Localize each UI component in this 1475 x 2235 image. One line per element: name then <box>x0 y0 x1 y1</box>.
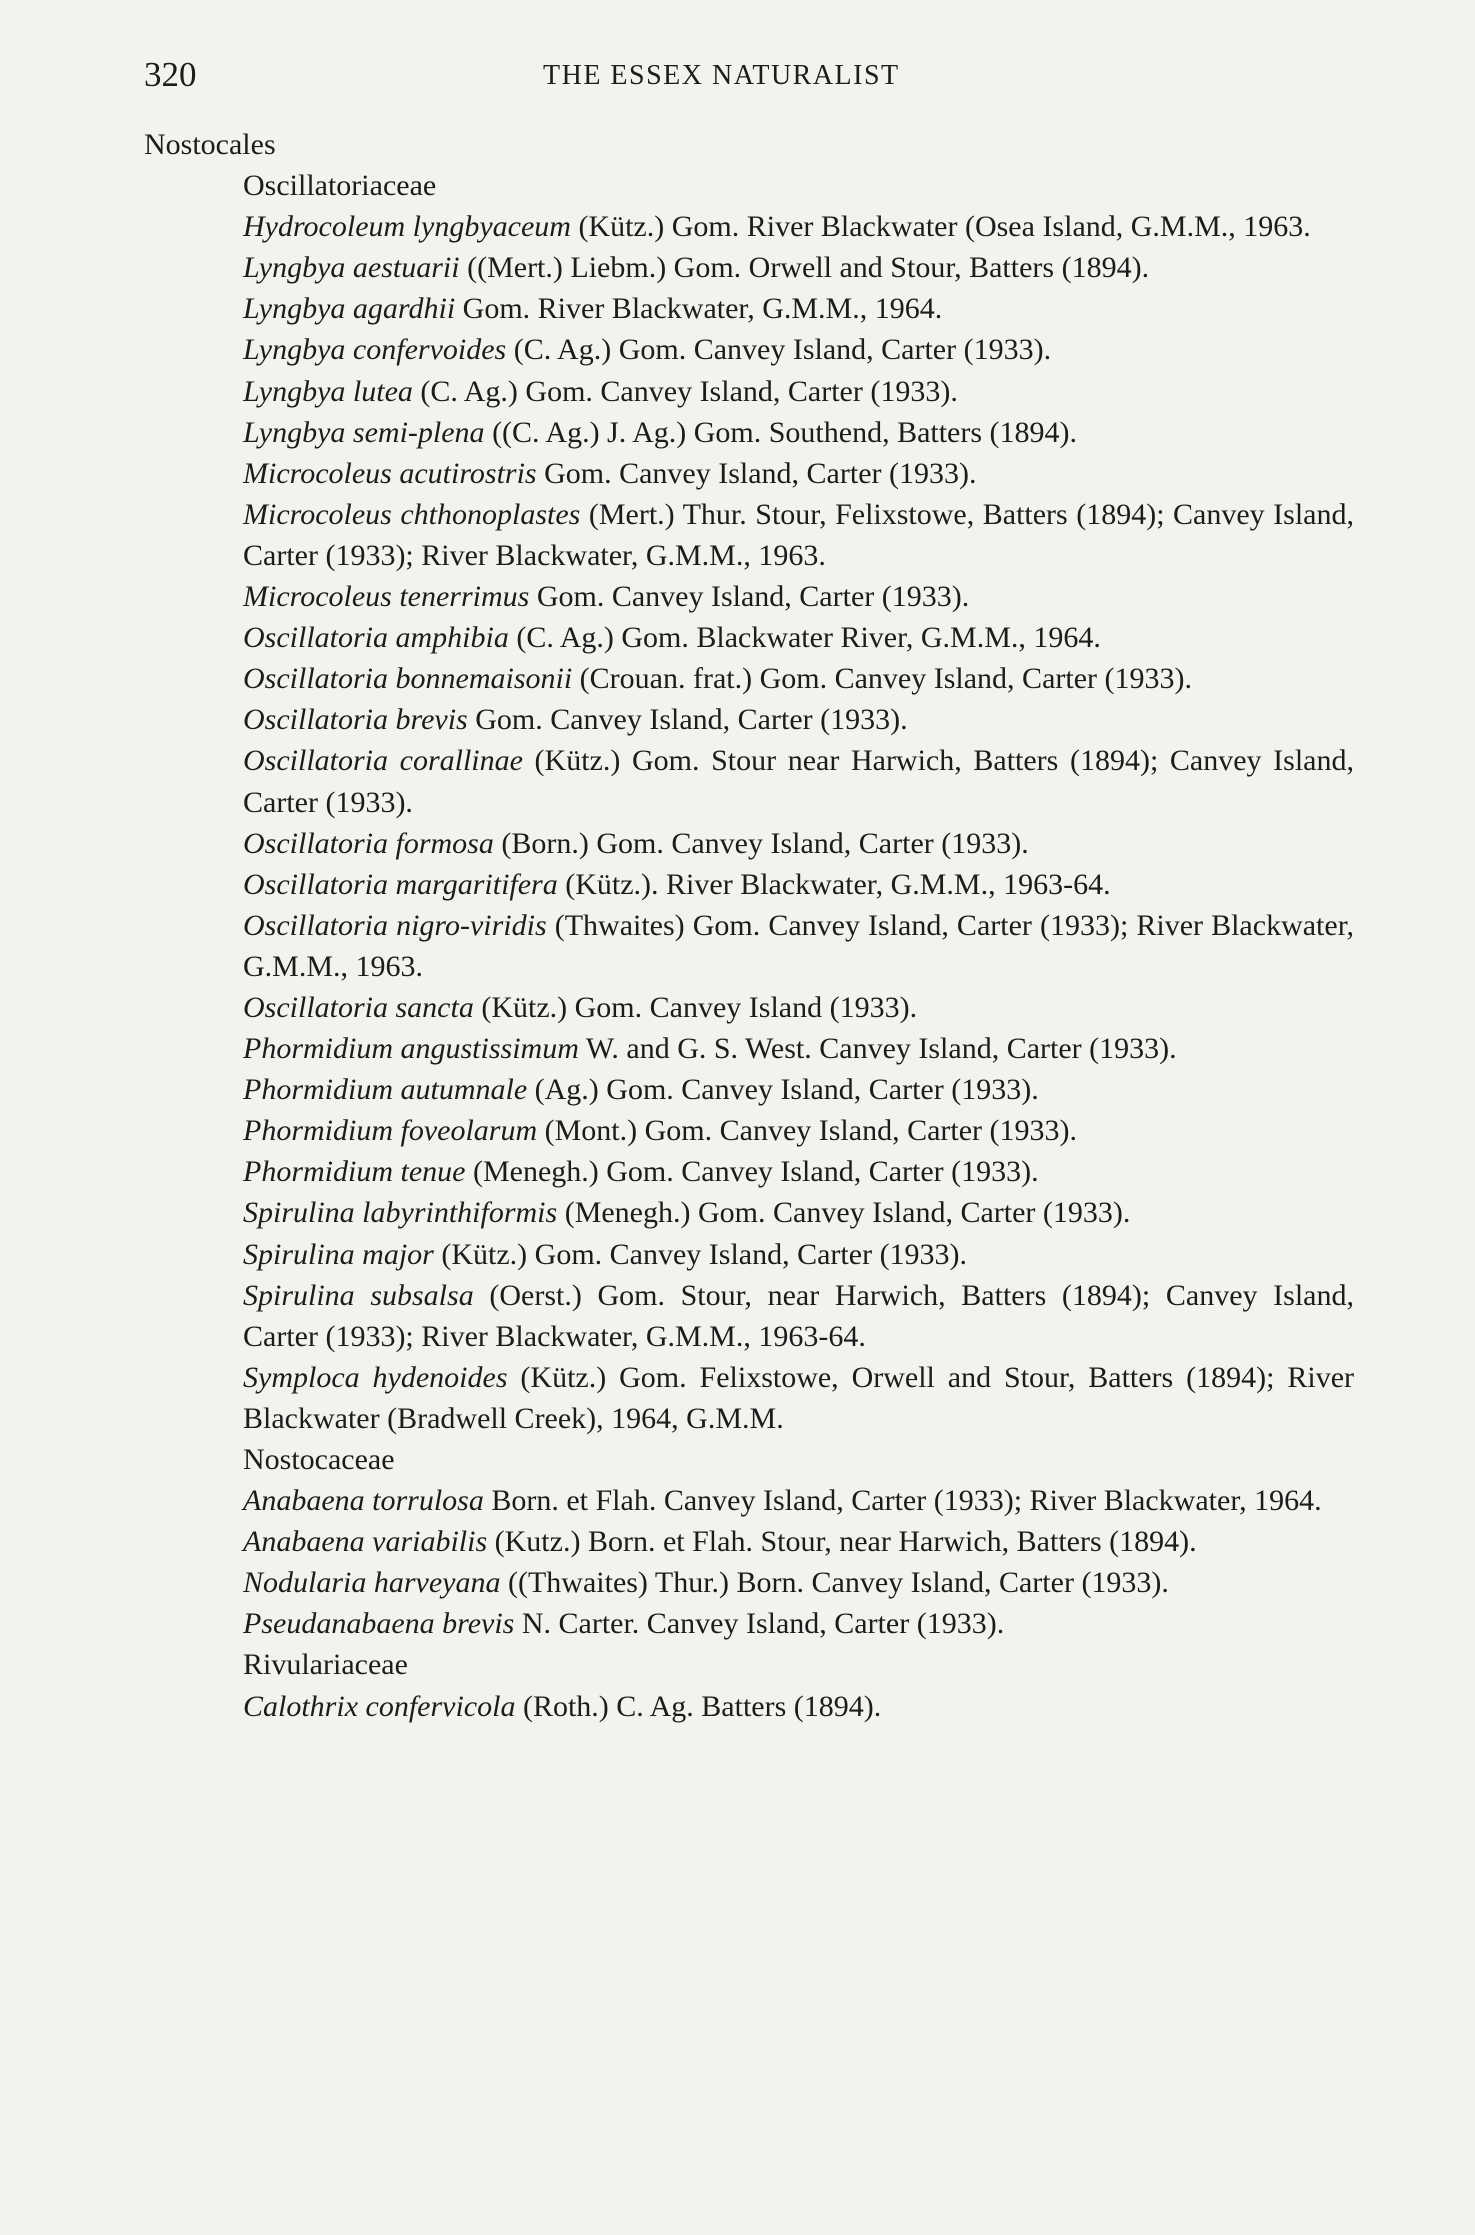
species-entry <box>144 494 1354 576</box>
species-name: Lyngbya confervoides <box>243 333 507 367</box>
species-record: Born. et Flah. Canvey Island, Carter (1933); River Blackwater, 1964. <box>483 1484 1322 1518</box>
species-record: (Kütz.) Gom. Felixstowe, Orwell and Stour, Batters (1894); River Blackwater (Bradwell Creek), 1964, G.M.M. <box>243 1360 1354 1435</box>
species-name: Calothrix confervicola <box>243 1689 516 1723</box>
species-record: (Kütz.) Gom. River Blackwater (Osea Island, G.M.M., 1963. <box>570 210 1311 244</box>
species-name: Oscillatoria formosa <box>243 826 494 860</box>
species-entry <box>144 1562 1354 1603</box>
species-record: (C. Ag.) Gom. Canvey Island, Carter (1933). <box>506 333 1052 367</box>
species-record: ((C. Ag.) J. Ag.) Gom. Southend, Batters (1894). <box>484 415 1078 449</box>
species-record: (Kutz.) Born. et Flah. Stour, near Harwich, Batters (1894). <box>487 1525 1197 1559</box>
order-heading: Nostocales <box>144 128 276 161</box>
species-name: Phormidium angustissimum <box>243 1032 579 1066</box>
species-name: Spirulina subsalsa <box>243 1278 474 1312</box>
species-entry <box>144 371 1354 412</box>
family-heading: Oscillatoriaceae <box>243 169 437 203</box>
species-entry <box>144 864 1354 905</box>
species-name: Lyngbya lutea <box>243 374 413 408</box>
species-entry <box>144 1110 1354 1151</box>
species-record: Gom. Canvey Island, Carter (1933). <box>467 703 908 737</box>
page-number: 320 <box>144 55 197 94</box>
species-name: Phormidium autumnale <box>243 1073 528 1107</box>
species-entry <box>144 412 1354 453</box>
species-name: Oscillatoria corallinae <box>243 744 523 778</box>
species-record: Gom. Canvey Island, Carter (1933). <box>536 456 977 490</box>
species-name: Oscillatoria margaritifera <box>243 867 558 901</box>
species-record: Gom. Canvey Island, Carter (1933). <box>529 580 970 614</box>
species-record: (Kütz.) Gom. Stour near Harwich, Batters (1894); Canvey Island, Carter (1933). <box>243 744 1354 819</box>
species-name: Microcoleus acutirostris <box>243 456 537 490</box>
species-record: (Roth.) C. Ag. Batters (1894). <box>515 1689 882 1723</box>
species-record: (Mert.) Thur. Stour, Felixstowe, Batters (1894); Canvey Island, Carter (1933); River Blackwater, G.M.M., 1963. <box>243 497 1355 572</box>
species-record: Gom. River Blackwater, G.M.M., 1964. <box>455 292 943 326</box>
species-entry <box>144 1603 1354 1644</box>
species-entry <box>144 1275 1354 1357</box>
species-entry <box>144 576 1354 617</box>
species-entry <box>144 1192 1354 1233</box>
species-name: Oscillatoria brevis <box>243 703 468 737</box>
species-entry <box>144 1686 1354 1727</box>
species-record: (Kütz.) Gom. Canvey Island (1933). <box>473 990 918 1024</box>
species-entry <box>144 1521 1354 1562</box>
species-entry <box>144 1357 1354 1439</box>
species-record: (Kütz.). River Blackwater, G.M.M., 1963-64. <box>557 867 1111 901</box>
species-entry <box>144 823 1354 864</box>
species-name: Anabaena torrulosa <box>243 1484 484 1518</box>
species-name: Spirulina major <box>243 1237 434 1271</box>
species-name: Phormidium tenue <box>243 1155 466 1189</box>
species-record: (Thwaites) Gom. Canvey Island, Carter (1933); River Blackwater, G.M.M., 1963. <box>243 908 1354 983</box>
family-heading: Rivulariaceae <box>243 1648 408 1682</box>
species-entry <box>144 1234 1354 1275</box>
species-entry <box>144 1151 1354 1192</box>
species-name: Oscillatoria bonnemaisonii <box>243 662 573 696</box>
family-heading: Nostocaceae <box>243 1443 395 1476</box>
species-record: (Oerst.) Gom. Stour, near Harwich, Batters (1894); Canvey Island, Carter (1933); River Blackwater, G.M.M., 1963-64. <box>243 1278 1354 1353</box>
species-record: (Crouan. frat.) Gom. Canvey Island, Carter (1933). <box>572 662 1192 696</box>
species-record: ((Mert.) Liebm.) Gom. Orwell and Stour, Batters (1894). <box>459 251 1150 285</box>
species-entry <box>144 247 1354 288</box>
species-entry <box>144 1028 1354 1069</box>
species-name: Microcoleus tenerrimus <box>243 580 530 614</box>
species-name: Oscillatoria amphibia <box>243 621 509 655</box>
species-name: Oscillatoria sancta <box>243 990 474 1024</box>
species-name: Microcoleus chthonoplastes <box>243 497 581 531</box>
species-entry <box>144 905 1354 987</box>
species-record: (Kütz.) Gom. Canvey Island, Carter (1933). <box>433 1237 968 1271</box>
species-list <box>144 124 1354 1727</box>
species-name: Anabaena variabilis <box>243 1525 488 1559</box>
species-name: Lyngbya agardhii <box>243 292 456 326</box>
species-name: Oscillatoria nigro-viridis <box>243 908 547 942</box>
species-record: W. and G. S. West. Canvey Island, Carter (1933). <box>578 1032 1177 1066</box>
species-record: (Mont.) Gom. Canvey Island, Carter (1933). <box>537 1114 1078 1148</box>
species-name: Lyngbya aestuarii <box>243 251 460 285</box>
species-name: Lyngbya semi-plena <box>243 415 485 449</box>
species-name: Hydrocoleum lyngbyaceum <box>243 210 571 244</box>
species-name: Nodularia harveyana <box>243 1566 501 1600</box>
species-entry <box>144 1069 1354 1110</box>
species-entry <box>144 453 1354 494</box>
running-head: THE ESSEX NATURALIST <box>543 60 900 91</box>
species-name: Symploca hydenoides <box>243 1360 508 1394</box>
species-name: Pseudanabaena brevis <box>243 1607 515 1641</box>
species-entry <box>144 658 1354 699</box>
page-header <box>0 50 1475 100</box>
species-record: (C. Ag.) Gom. Canvey Island, Carter (1933). <box>412 374 958 408</box>
species-record: (C. Ag.) Gom. Blackwater River, G.M.M., 1964. <box>508 621 1101 655</box>
species-entry <box>144 1480 1354 1521</box>
species-record: (Menegh.) Gom. Canvey Island, Carter (1933). <box>557 1196 1131 1230</box>
species-record: (Ag.) Gom. Canvey Island, Carter (1933). <box>527 1073 1039 1107</box>
species-record: N. Carter. Canvey Island, Carter (1933). <box>514 1607 1005 1641</box>
species-record: (Born.) Gom. Canvey Island, Carter (1933). <box>493 826 1029 860</box>
species-entry <box>144 206 1354 247</box>
species-entry <box>144 987 1354 1028</box>
species-entry <box>144 617 1354 658</box>
species-name: Phormidium foveolarum <box>243 1114 538 1148</box>
species-record: ((Thwaites) Thur.) Born. Canvey Island, Carter (1933). <box>500 1566 1169 1600</box>
species-entry <box>144 740 1354 822</box>
species-entry <box>144 288 1354 329</box>
species-entry <box>144 699 1354 740</box>
species-name: Spirulina labyrinthiformis <box>243 1196 558 1230</box>
species-record: (Menegh.) Gom. Canvey Island, Carter (1933). <box>465 1155 1039 1189</box>
species-entry <box>144 329 1354 370</box>
